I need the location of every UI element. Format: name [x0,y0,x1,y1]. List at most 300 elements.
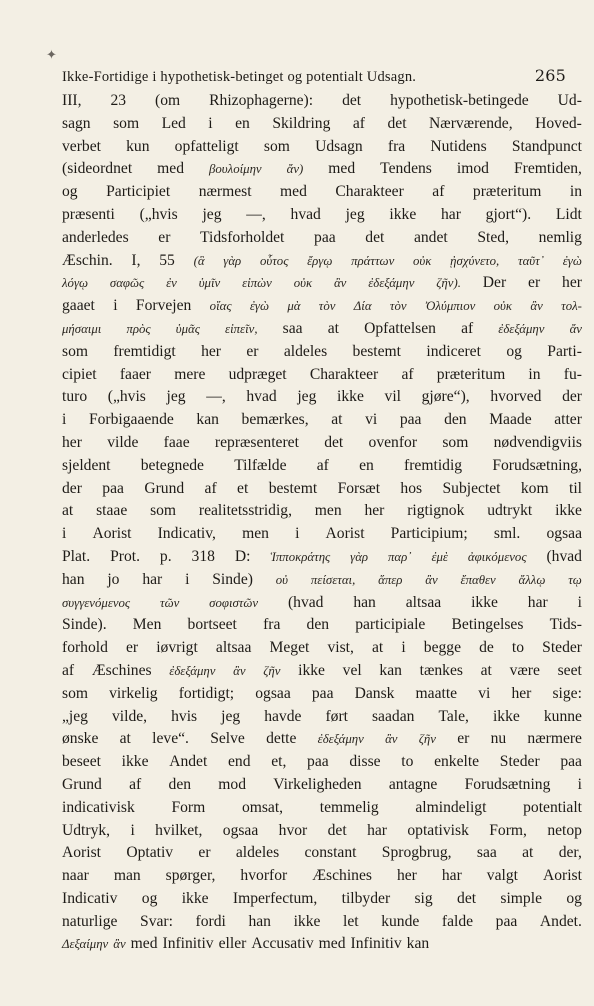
word: fra [263,616,281,634]
word: atter [554,411,582,429]
word: at [480,661,492,679]
word: Udtryk, [62,821,111,839]
word: imod [456,160,489,178]
word: altsaa [215,639,252,657]
word: som [62,342,88,360]
word: hvor [278,821,308,839]
word: jeg [345,205,365,223]
text-line [62,911,582,934]
word: ἂν [425,572,438,587]
word: ἐδεξάμην [368,276,415,291]
word: paa [560,753,582,771]
word: Forsæt [337,479,381,497]
word: sig [414,889,433,907]
word: som [442,433,469,451]
word: af [316,456,329,474]
word: Tilfælde [234,456,287,474]
word: i [577,593,582,611]
word: ikke [492,707,520,725]
word: constant [304,844,357,862]
word: Svar: [140,912,173,930]
word: ikke [181,889,209,907]
word: spørger, [165,867,216,885]
word: verbet [62,137,101,155]
word: valgt [486,867,518,885]
word: præteritum [436,365,506,383]
text-line [62,614,582,637]
text-line [62,842,582,865]
word: Men [132,616,162,634]
word: saadan [371,707,415,725]
word: ἄν) [286,162,304,177]
word: er [246,342,259,360]
text-line [62,569,582,592]
word: antagne [388,775,438,793]
word: paa [314,228,336,246]
word: („hvis [139,205,178,223]
word: har [367,821,387,839]
word: og [141,889,158,907]
word: med [318,935,346,953]
word: til [568,479,582,497]
word: Form [171,798,206,816]
word: οὐκ [293,276,313,291]
word: μὰ [287,299,301,314]
word: beseet [62,753,101,771]
word: Udsagn [315,137,363,155]
word: Forudsætning, [492,456,582,474]
word: Virkeligheden [273,775,362,793]
word: fordi [195,912,226,930]
word: kunde [381,912,420,930]
text-line [62,888,582,911]
word: Betingelses [451,616,524,634]
word: det [342,92,362,109]
word: at [522,844,534,862]
word: den [168,775,192,793]
text-line [62,272,582,295]
word: ὑμᾶς [175,321,200,336]
word: har [441,867,462,885]
word: Infinitiv [162,935,214,953]
word: ἄν [569,321,582,336]
word: εἰπεῖν, [225,321,258,336]
word: præsenti [62,205,115,223]
word: det [387,114,407,132]
word: turo [62,388,88,406]
word: Skildring [272,114,331,132]
word: med [328,160,356,178]
word: naturlige [62,912,118,930]
word: ogsaa [255,684,291,702]
word: paa [399,411,422,429]
body-text [62,90,582,956]
word: (hvad [546,547,582,565]
word: ikke [337,388,364,406]
word: Fremtiden, [513,160,582,178]
word: Aorist [325,525,365,543]
word: nemlig [538,228,582,246]
word: ἐδεξάμην [169,663,216,678]
word: Δία [353,299,372,314]
word: disse [349,753,381,771]
word: men [314,502,342,520]
word: her [396,867,417,885]
word: jeg [202,205,222,223]
word: ἔργῳ [307,253,333,268]
word: med [280,183,307,201]
word: Nutidens [430,137,487,155]
running-header [62,66,566,86]
word: maatte [415,684,458,702]
word: Δεξαίμην [62,937,109,952]
word: andet [413,228,448,246]
word: er [457,730,470,748]
word: nærmest [198,183,252,201]
text-line [62,113,582,136]
word: τὸν [318,299,336,314]
word: her [62,433,82,451]
word: der [562,388,582,406]
word: Opfattelsen [364,319,436,337]
word: Andet [169,753,208,771]
word: Sted, [477,228,509,246]
word: havde [264,707,302,725]
word: kan [406,935,430,953]
word: paa [307,753,329,771]
word: kan [196,411,219,429]
word: Aorist [92,525,132,543]
word: faaer [119,365,151,383]
word: simple [500,889,542,907]
word: sjeldent [62,456,111,474]
word: in [569,183,582,201]
word: paa [495,912,518,930]
word: παρ᾽ [387,549,412,564]
word: ikke [555,502,582,520]
word: πράττων [351,253,395,268]
word: Steder [499,753,540,771]
word: Steder [542,639,582,657]
word: Forvejen [135,297,192,315]
word: Forbigaaende [88,411,174,429]
word: vist, [327,639,354,657]
word: kunne [543,707,582,725]
word: gjort“). [485,205,532,223]
word: almindeligt [415,798,487,816]
word: den [444,411,467,429]
word: der, [558,844,582,862]
word: jeg [297,388,317,406]
word: rigtignok [407,502,465,520]
word: —, [206,388,226,406]
word: τῳ [568,572,582,587]
word: begge [423,639,461,657]
text-line [62,797,582,820]
word: Tids- [549,616,582,634]
word: tænkes [419,661,463,679]
word: ikke [471,593,498,611]
word: her [511,684,532,702]
text-line [62,409,582,432]
word: aldeles [235,844,280,862]
word: man [113,867,141,885]
word: Optativ [126,844,174,862]
word: netop [547,821,582,839]
text-line [62,774,582,797]
word: ἐν [166,276,177,291]
text-line [62,181,582,204]
text-line [62,250,582,273]
word: aldeles [283,342,328,360]
word: bemærkes, [241,411,309,429]
word: her [201,342,222,360]
word: fremtidig [404,456,463,474]
word: οἵας [209,299,232,314]
word: 318 [191,547,215,565]
word: han [248,912,271,930]
word: Indicativ [62,889,118,907]
word: Led [161,114,186,132]
word: Ὀλύμπιον [424,299,476,314]
word: Sprogbrug, [381,844,452,862]
word: nærmere [527,730,582,748]
word: συγγενόμενος [62,595,131,610]
word: Sinde). [62,616,107,634]
word: Indicativ, [157,525,216,543]
word: i [62,411,67,429]
word: fra [387,137,406,155]
text-line [62,500,582,523]
word: p. [159,547,172,565]
word: af [461,319,474,337]
word: Tale, [438,707,469,725]
word: Sinde) [212,570,253,588]
word: Æschines [91,661,152,679]
word: det [327,821,347,839]
word: τολ- [561,299,582,314]
word: (sideordnet [62,160,133,178]
word: tilbyder [341,889,391,907]
word: Grund [62,775,102,793]
word: har [142,570,163,588]
word: dette [266,730,297,748]
page-number: 265 [534,66,566,85]
word: ovenfor [368,433,418,451]
word: af [432,183,445,201]
word: at [327,319,339,337]
running-title: Ikke-Fortidige i hypothetisk-betinget og potentialt Udsagn. [62,69,417,85]
word: potentialt [523,798,582,816]
word: at [371,639,384,657]
word: sml. [493,525,521,543]
word: in [528,365,541,383]
word: det [324,433,344,451]
word: opfatteligt [174,137,239,155]
word: i [185,570,190,588]
word: ἐγὼ [249,299,269,314]
word: (om [155,92,181,109]
word: Forudsætning [464,775,551,793]
word: —, [246,205,266,223]
word: (ἃ [193,253,205,268]
word: „jeg [62,707,88,725]
word: Standpunct [511,137,582,155]
word: οὗτος [259,253,289,268]
word: ὑμῖν [198,276,221,291]
word: Ἱπποκράτης [270,549,331,564]
word: Tidsforholdet [200,228,285,246]
word: γὰρ [223,253,242,268]
word: Aorist [62,844,101,862]
word: ἀφικόμενος [467,549,527,564]
word: indicativisk [62,798,135,816]
word: i [295,525,300,543]
word: indiceret [426,342,481,360]
word: Nærværende, [429,114,513,132]
word: τῶν [160,595,180,610]
word: ogsaa [546,525,582,543]
word: med [130,935,158,953]
word: optativisk [407,821,469,839]
word: og [566,889,582,907]
text-line [62,295,582,318]
text-line [62,683,582,706]
word: et [237,479,249,497]
text-line [62,341,582,364]
word: bortseet [187,616,237,634]
word: mod [218,775,247,793]
word: her [562,274,582,292]
word: betegnede [140,456,204,474]
word: Charakteer [335,183,404,201]
word: mere [174,365,206,383]
word: de [479,639,494,657]
word: i [113,297,118,315]
word: af [204,479,217,497]
word: hvilket, [155,821,203,839]
word: her [364,502,385,520]
word: ἐδεξάμην [317,732,364,747]
word: kun [126,137,150,155]
word: σοφιστῶν [209,595,259,610]
word: εἰπὼν [242,276,272,291]
word: paa [102,479,124,497]
word: nødvendigviis [493,433,582,451]
word: den [306,616,330,634]
word: ἐδεξάμην [498,321,545,336]
text-line [62,637,582,660]
word: ἂν [333,276,347,291]
word: i [401,639,406,657]
word: Prot. [110,547,140,565]
word: at [119,730,131,748]
word: ἂν [113,937,126,952]
word: sige: [552,684,582,702]
word: hvad [290,205,321,223]
word: kan [379,661,402,679]
word: ἐγὼ [562,253,582,268]
word: være [509,661,540,679]
word: udtrykt [487,502,533,520]
word: med [157,160,185,178]
word: σαφῶς [109,276,145,291]
word: τὸν [389,299,407,314]
word: („hvis [107,388,146,406]
word: i [208,114,213,132]
word: som [113,114,140,132]
word: Rhizophagerne): [209,92,314,109]
word: der [62,479,82,497]
word: Aorist [542,867,582,885]
text-line [62,592,582,615]
word: ἂν [385,732,398,747]
word: som [62,684,88,702]
word: Meget [269,639,310,657]
word: end [228,753,251,771]
word: repræsenteret [214,433,299,451]
word: ønske [62,730,99,748]
word: Imperfectum, [232,889,318,907]
word: enkelte [434,753,480,771]
word: Andet. [539,912,582,930]
word: vilde, [112,707,148,725]
word: vel [342,661,362,679]
text-line [62,158,582,181]
text-line [62,204,582,227]
word: ταῦτ᾽ [517,253,544,268]
word: saa [282,319,303,337]
word: i [130,821,135,839]
word: fremtidigt [113,342,176,360]
word: udpræget [228,365,287,383]
word: III, [62,92,82,109]
word: Hoved- [535,114,582,132]
word: let [343,912,359,930]
word: Æschin. [62,251,113,269]
word: vil [384,388,401,406]
word: realitetsstridig, [198,502,292,520]
word: og [506,342,522,360]
word: Ud- [557,92,582,109]
word: seet [557,661,582,679]
word: saa [476,844,497,862]
text-line [62,751,582,774]
text-line [62,478,582,501]
word: (hvad [287,593,324,611]
word: af [352,114,365,132]
word: ikke [389,205,417,223]
word: som [263,137,290,155]
word: kom [520,479,549,497]
text-line [62,523,582,546]
word: omsat, [241,798,284,816]
word: Maade [489,411,532,429]
word: fortidigt; [178,684,235,702]
text-line [62,386,582,409]
word: naar [62,867,89,885]
word: οὐκ [493,299,513,314]
word: οὐκ [413,253,432,268]
text-line [62,660,582,683]
text-line [62,820,582,843]
word: anderledes [62,228,129,246]
word: nu [490,730,507,748]
word: har [527,593,548,611]
word: Plat. [62,547,91,565]
word: ikke [121,753,149,771]
word: og [62,183,78,201]
